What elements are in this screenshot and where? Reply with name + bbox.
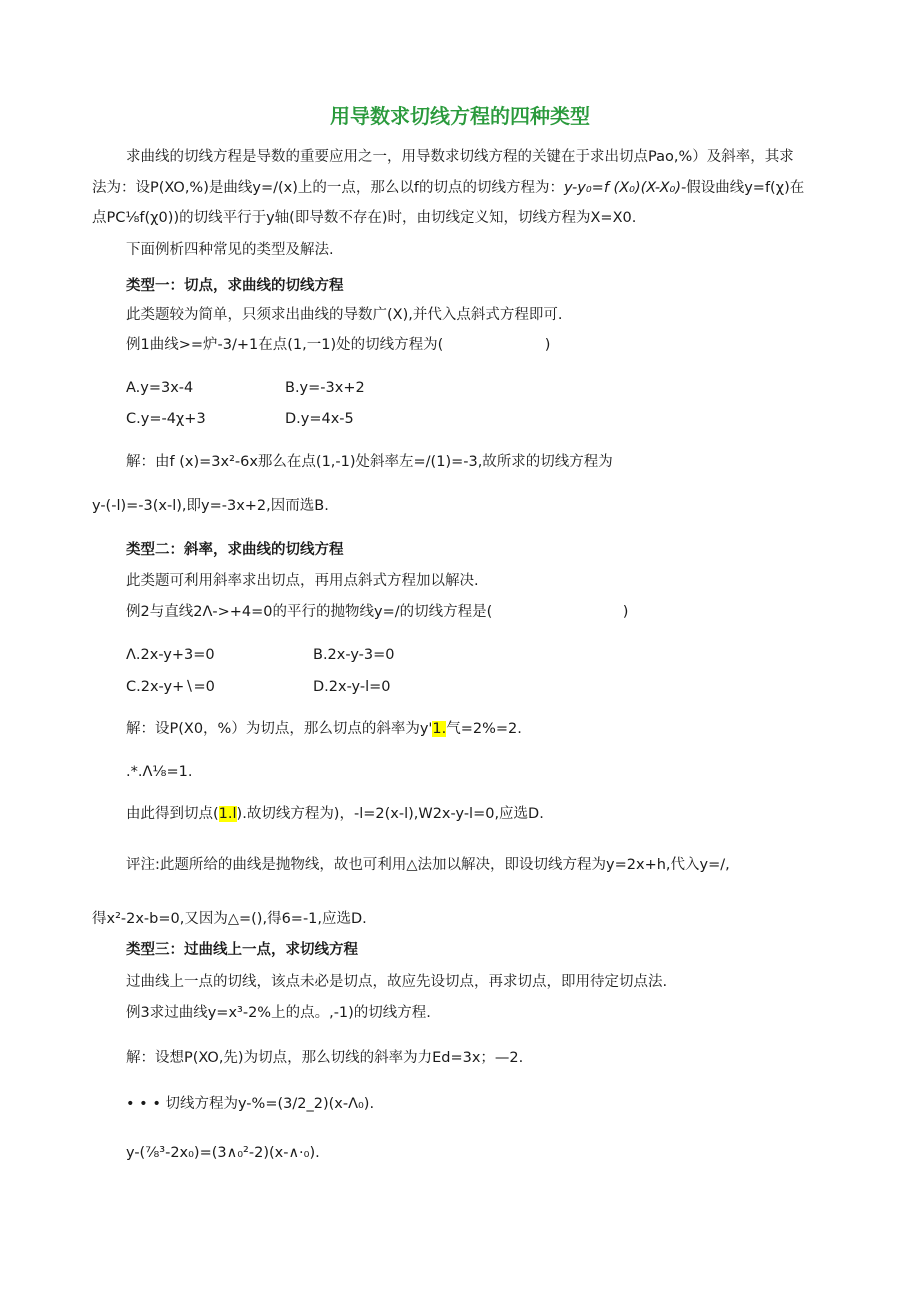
example2-comment-2: 得x²-2x-b=0,又因为△=(),得6=-1,应选D. xyxy=(92,911,367,927)
example1-option-a: A.y=3x-4 xyxy=(126,380,194,396)
example2-solution-1b: 气=2%=2. xyxy=(446,721,522,737)
example2-option-b: B.2x-y-3=0 xyxy=(313,647,395,663)
example1-option-c: C.y=-4χ+3 xyxy=(126,411,206,427)
example2-comment-1: 评注:此题所给的曲线是抛物线，故也可利用△法加以解决，即设切线方程为y=2x+h,代入y=/, xyxy=(126,857,730,873)
example1: 例1曲线>=炉-3/+1在点(1,一1)处的切线方程为( ) xyxy=(126,337,551,353)
type2-desc: 此类题可利用斜率求出切点，再用点斜式方程加以解决. xyxy=(126,573,479,589)
example3-solution-2: • • • 切线方程为y-%=(3/2_2)(x-Λ₀). xyxy=(126,1096,375,1112)
intro-line-2a: 法为：设P(XO,%)是曲线y=/(x)上的一点，那么以f的切点的切线方程为： xyxy=(92,180,564,196)
type1-heading: 类型一：切点，求曲线的切线方程 xyxy=(126,278,344,294)
example2-solution-3 xyxy=(126,804,544,824)
type3-heading: 类型三：过曲线上一点，求切线方程 xyxy=(126,942,358,958)
example1-option-d: D.y=4x-5 xyxy=(285,411,354,427)
example1-solution-1: 解：由f (x)=3x²-6x那么在点(1,-1)处斜率左=/(1)=-3,故所求的切线方程为 xyxy=(126,454,613,470)
example2: 例2与直线2Λ->+4=0的平行的抛物线y=/的切线方程是( ) xyxy=(126,604,629,620)
example3: 例3求过曲线y=x³-2%上的点。,-1)的切线方程. xyxy=(126,1005,431,1021)
type1-desc: 此类题较为简单，只须求出曲线的导数广(X),并代入点斜式方程即可. xyxy=(126,307,563,323)
type3-desc: 过曲线上一点的切线，该点未必是切点，故应先设切点，再求切点，即用待定切点法. xyxy=(126,974,668,990)
example1-solution-2: y-(-l)=-3(x-l),即y=-3x+2,因而选B. xyxy=(92,498,329,514)
tangent-formula: y-y₀=f (X₀)(X-X₀)- xyxy=(563,180,687,196)
example2-solution-1 xyxy=(126,719,522,739)
intro-line-2 xyxy=(92,178,804,198)
intro-line-1: 求曲线的切线方程是导数的重要应用之一，用导数求切线方程的关键在于求出切点Pao,%）及斜率，其求 xyxy=(126,149,794,165)
intro-line-3: 点PC⅛f(χ0))的切线平行于y轴(即导数不存在)时，由切线定义知，切线方程为X=X0. xyxy=(92,210,637,226)
example2-option-d: D.2x-y-l=0 xyxy=(313,679,391,695)
example3-solution-1: 解：设想P(XO,先)为切点，那么切线的斜率为力Ed=3x；—2. xyxy=(126,1050,524,1066)
intro-line-2c: 假设曲线y=f(χ)在 xyxy=(686,180,805,196)
highlight-mark: 1. xyxy=(432,721,447,737)
type2-heading: 类型二：斜率，求曲线的切线方程 xyxy=(126,542,344,558)
example2-option-c: C.2x-y+∖=0 xyxy=(126,679,215,695)
page-title: 用导数求切线方程的四种类型 xyxy=(330,104,590,128)
example2-solution-2: .*.Λ⅛=1. xyxy=(126,764,193,780)
example2-option-a: Λ.2x-y+3=0 xyxy=(126,647,215,663)
intro-line-4: 下面例析四种常见的类型及解法. xyxy=(126,242,334,258)
example3-solution-3: y-(⅞³-2x₀)=(3∧₀²-2)(x-∧·₀). xyxy=(126,1145,320,1161)
highlight-mark: 1.l xyxy=(218,806,237,822)
example1-option-b: B.y=-3x+2 xyxy=(285,380,365,396)
example2-solution-1a: 解：设P(X0，%）为切点，那么切点的斜率为y' xyxy=(126,721,433,737)
example2-solution-3a: 由此得到切点( xyxy=(126,806,219,822)
example2-solution-3b: ).故切线方程为)，-l=2(x-l),W2x-y-l=0,应选D. xyxy=(236,806,544,822)
